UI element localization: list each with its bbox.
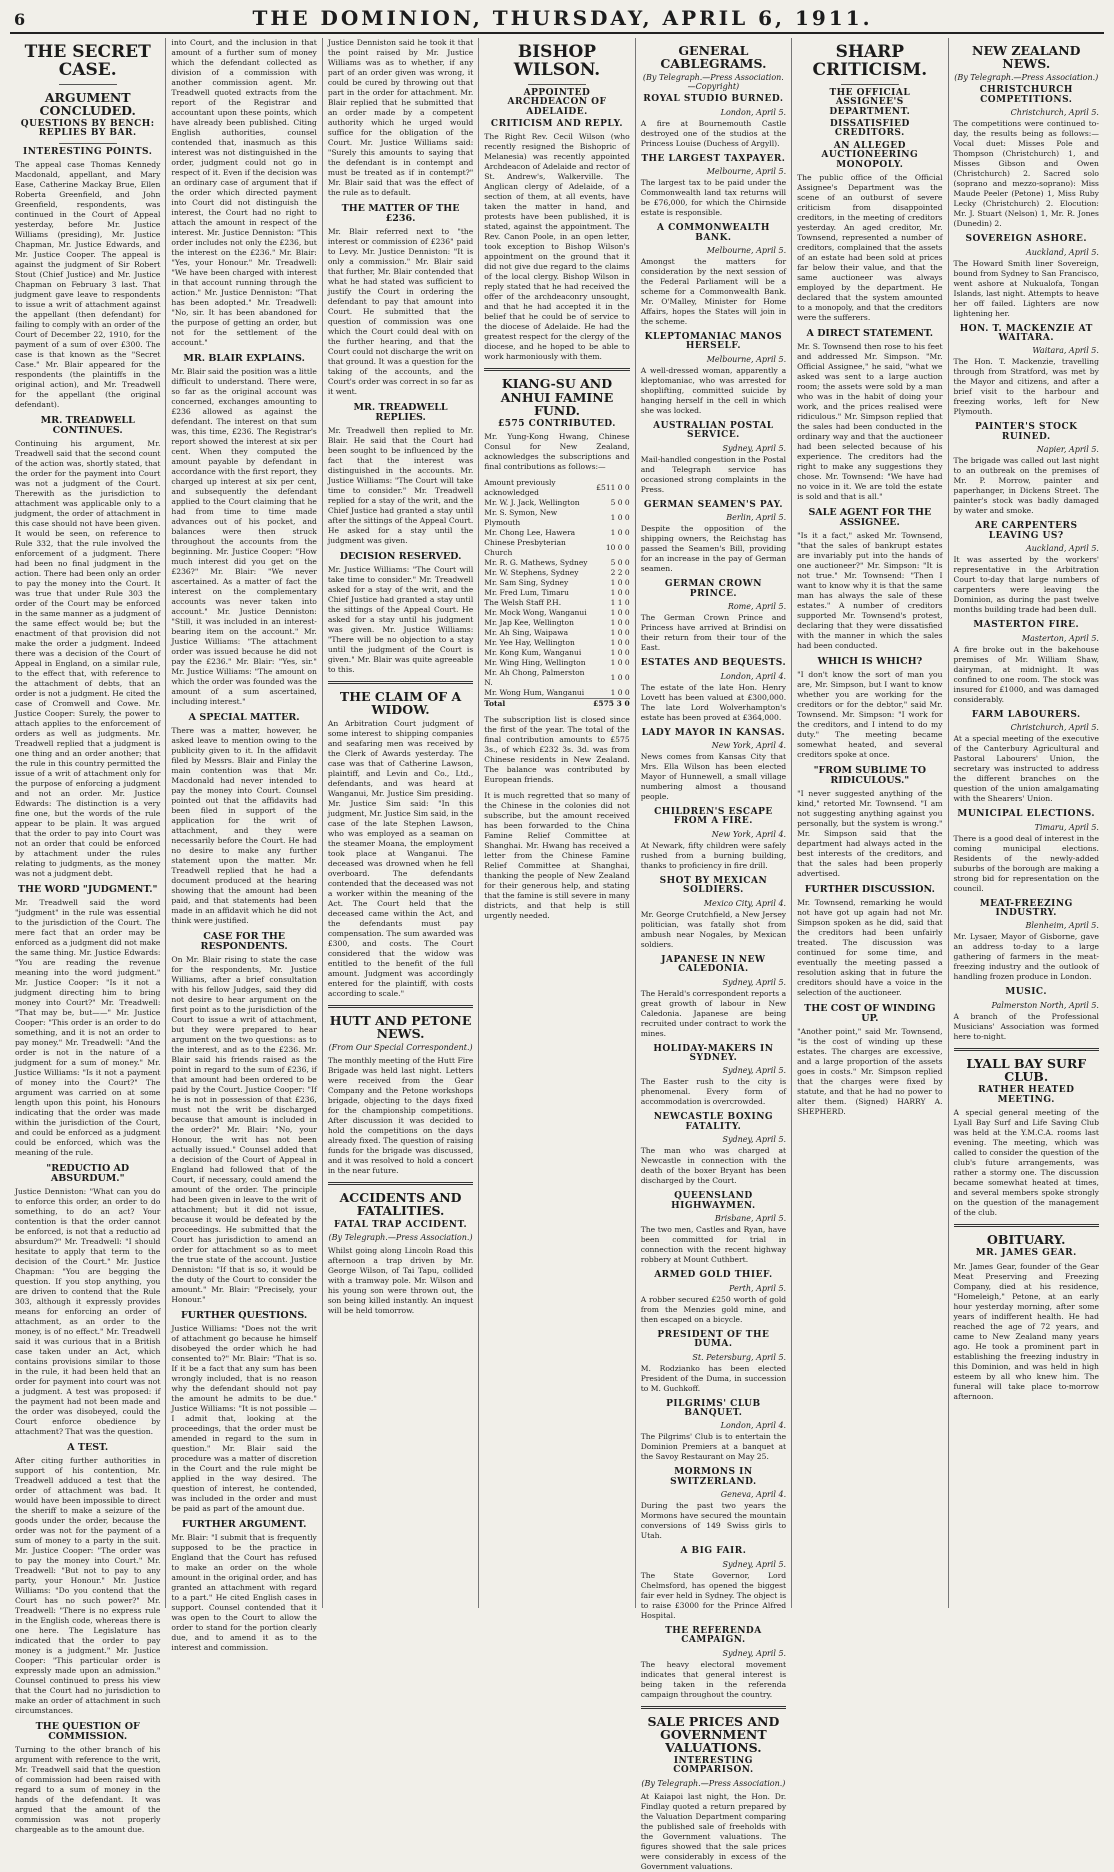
headline-sharp-criticism: SHARP CRITICISM. (812, 42, 928, 80)
news-item-dateline: Melbourne, April 5. (706, 354, 787, 364)
deck: INTERESTING POINTS. (23, 146, 153, 157)
article-paragraph: Mr. Blair said the position was a little difficult to understand. There were, so far as the original account was concerned, exchanges amounting to £236 allowed as against the defendant. The interest on that sum was, this time, £236. The Registrar's report showed the interest at six per cent. When they computed the amount payable by defendant in accordance with the first report, they charged up interest at six per cent, and subsequently the defendant applied to the Court claiming that he had from time to time made advances out of his pocket, and balances were then struck throughout the accounts from the beginning. Mr. Justice Cooper: "How much interest did you get on the £236?" Mr. Blair: "We never ascertained. As a matter of fact the interest on the complementary accounts was never taken into account." Mr. Justice Denniston: "Still, it was included in an interest-bearing item on the account." Mr. Justice Williams: "The attachment order was issued because he did not pay the £236." Mr. Blair: "Yes, sir." Mr. Justice Williams: "The amount on which the order was founded was the amount of a sum ascertained, including interest." (171, 366, 317, 706)
article-paragraph: "Is it a fact," asked Mr. Townsend, "that the sales of bankrupt estates are invariably put into the hands of one auctioneer?" Mr. Simpson: "It is not true." Mr. Townsend: "Then I want to know why it is that the same man has always the sale of these estates." A number of creditors supported Mr. Townsend's protest, declaring that they were dissatisfied with the manner in which the sales had been conducted. (797, 531, 943, 651)
news-item-dateline: Sydney, April 5. (722, 977, 787, 987)
subscriber-name: Mr. Ah Sing, Waipawa (484, 628, 569, 638)
divider (328, 1182, 473, 1185)
section-heading: WHICH IS WHICH? (817, 656, 923, 668)
article-paragraph: Mr. S. Townsend then rose to his feet and addressed Mr. Simpson. "Mr. Official Assignee," he said, "what we asked was sent to a large auction room; the assets were sold by a man who was in the habit of doing your work, and the prices realised were ridiculous." Mr. Simpson replied that the sales had been conducted in the ordinary way and that the auctioneer had been selected because of his experience. The creditors had the right to make any suggestions they chose. Mr. Townsend: "We have had no voice in it. We are told the estate is sold and that is all." (797, 342, 943, 502)
subscription-row (484, 528, 629, 538)
subscription-row (484, 598, 629, 608)
subscription-row (484, 658, 629, 668)
news-item-text: The Herald's correspondent reports a great growth of labour in New Caledonia. Japanese are being recruited under contract to work the mines. (640, 988, 787, 1038)
subscription-amount: 1 0 0 (610, 513, 630, 523)
headline-hutt-petone: HUTT AND PETONE NEWS. (329, 1013, 472, 1042)
section-heading: FURTHER QUESTIONS. (181, 1309, 308, 1321)
subscription-row (484, 648, 629, 658)
news-item-title: MORMONS IN SWITZERLAND. (670, 1467, 757, 1487)
subscriber-name: Mr. Ah Chong, Palmerston N. (484, 668, 585, 688)
news-item-dateline: Palmerston North, April 5. (991, 1000, 1099, 1010)
news-item-text: The Pilgrims' Club is to entertain the Dominion Premiers at a banquet at the Savoy Restaurant on May 25. (640, 1432, 787, 1462)
subscriber-name: Mr. Kong Kum, Wanganui (484, 648, 582, 658)
subscription-total-row (484, 699, 629, 710)
news-item-dateline: Christchurch, April 5. (1010, 108, 1099, 118)
news-item-title: HOLIDAY-MAKERS IN SYDNEY. (653, 1043, 774, 1063)
news-item-text: It was asserted by the workers' representative in the Arbitration Court to-day that large numbers of carpenters were leaving the Dominion, as during the past twelve months building trade had been dull. (953, 555, 1099, 615)
news-item-dateline: Berlin, April 5. (726, 513, 787, 523)
subscription-amount: 1 0 0 (610, 608, 630, 618)
news-item-title: A COMMONWEALTH BANK. (656, 223, 770, 243)
subscription-amount: 1 0 0 (610, 673, 630, 683)
article-paragraph: The public office of the Official Assignee's Department was the scene of an outburst of severe criticism from disappointed creditors, in the meeting of creditors yesterday. An aged creditor, Mr. Townsend, represented a number of creditors, complained that the assets of an estate had been sold at prices far below their value, and that the same auctioneer was always employed by the department. He declared that the system amounted to a monopoly, and that the creditors were the sufferers. (797, 173, 943, 323)
column-7 (949, 38, 1104, 1608)
article-paragraph: There was a matter, however, he asked leave to mention owing to the publicity given to it. In the affidavit filed by Messrs. Blair and Finlay the main contention was that Mr. Macdonald had never intended to pay the money into Court. Counsel pointed out that the affidavits had been filed in support of the application for the writ of attachment, and they were necessarily before the Court. He had no desire to make any further statement upon the matter. Mr. Treadwell replied that he had a document produced at the hearing showing that the amount had been paid, and that statements had been made in an affidavit which he did not think were justified. (171, 725, 317, 925)
deck: INTERESTING COMPARISON. (673, 1755, 754, 1776)
news-item-dateline: Napier, April 5. (1036, 445, 1099, 455)
section-heading: A TEST. (67, 1442, 109, 1454)
news-item-dateline: St. Petersburg, April 5. (692, 1352, 787, 1362)
news-item-title: ROYAL STUDIO BURNED. (643, 94, 784, 105)
subscription-amount: 1 0 0 (610, 528, 630, 538)
deck: MR. JAMES GEAR. (975, 1248, 1077, 1259)
news-item-text: The estate of the late Hon. Henry Lovett has been valued at £300,000. The late Lord Wolverhampton's estate has been proved at £364,000. (640, 682, 787, 722)
headline-accidents: ACCIDENTS AND FATALITIES. (339, 1190, 462, 1219)
news-item-dateline: Perth, April 5. (729, 1283, 787, 1293)
subscription-row (484, 618, 629, 628)
divider (59, 143, 117, 144)
article-paragraph: The Right Rev. Cecil Wilson (who recently resigned the Bishopric of Melanesia) was recently appointed Archdeacon of Adelaide and rector of St. Andrew's, Walkerville. The Anglican clergy of Adelaide, of a section of them, at all events, have taken the matter in hand, and protests have been published, it is stated, against the appointment. The Rev. Canon Poole, in an open letter, took exception to Bishop Wilson's appointment on the ground that it did not give due regard to the claims of the local clergy. Bishop Wilson in reply stated that he had received the offer of the archdeaconry unsought, and that he had accepted it in the belief that he could be of service to the diocese of Adelaide. He had the greatest respect for the clergy of the diocese, and he hoped to be able to work harmoniously with them. (484, 132, 630, 362)
news-item-text: At Newark, fifty children were safely rushed from a burning building, thanks to proficiency in fire drill. (640, 840, 787, 870)
divider (484, 368, 629, 371)
news-item-dateline: Sydney, April 5. (722, 443, 787, 453)
news-item-dateline: New York, April 4. (711, 829, 787, 839)
divider (328, 1005, 473, 1008)
section-heading: DECISION RESERVED. (339, 550, 462, 562)
article-paragraph: The appeal case Thomas Kennedy Macdonald, appellant, and Mary Ease, Catherine Mackay Brue, Ellen Roberta Greenfield, and John Greenfield, respondents, was continued in the Court of Appeal yesterday, before Mr. Justice Williams (presiding), Mr. Justice Chapman, Mr. Justice Edwards, and Mr. Justice Cooper. The appeal is against the judgment of Sir Robert Stout (Chief Justice) and Mr. Justice Chapman on February 3 last. That judgment gave leave to respondents to issue a writ of attachment against the appellant (then defendant) for failing to comply with an order of the Court of December 22, 1910, for the payment of a sum of over £300. The case is that known as the "Secret Case." Mr. Blair appeared for the respondents (the plaintiffs in the original action), and Mr. Treadwell for the appellant (the original defendant). (15, 160, 161, 410)
news-item-dateline: Sydney, April 5. (722, 1559, 787, 1569)
deck: AN ALLEGED AUCTIONEERING MONOPOLY. (821, 140, 919, 170)
subscriber-name: Mr. Mock Wong, Wanganui (484, 608, 587, 618)
news-item-text: The Easter rush to the city is phenomenal. Every form of accommodation is overcrowded. (640, 1077, 787, 1107)
news-item-text: A branch of the Professional Musicians' Association was formed here to-night. (953, 1011, 1099, 1041)
news-item-text: A well-dressed woman, apparently a kleptomaniac, who was arrested for shoplifting, committed suicide by hanging herself in the cell in which she was locked. (640, 365, 787, 415)
columns (10, 38, 1104, 1871)
news-item-title: THE LARGEST TAXPAYER. (641, 153, 786, 164)
news-item-text: The heavy electoral movement indicates that general interest is being taken in the referenda campaign throughout the country. (640, 1659, 787, 1699)
section-heading: THE WORD "JUDGMENT." (17, 884, 158, 896)
subscription-row (484, 668, 629, 688)
article-paragraph: Mr. Townsend, remarking he would not have got up again had not Mr. Simpson spoken as he did, said that the creditors had been unfairly treated. The discussion was continued for some time, and eventually the meeting passed a resolution asking that in future the creditors should have a voice in the selection of the auctioneer. (797, 897, 943, 997)
article-paragraph: Mr. Treadwell said the word "judgment" in the rule was essential to the jurisdiction of the Court. The mere fact that an order may be enforced as a judgment did not make the same thing. Mr. Justice Edwards: "You are reading the revenue meaning into the word judgment." Mr. Justice Cooper: "Is it not a judgment directing him to bring money into Court?" Mr. Treadwell: "That may be, but——" Mr. Justice Cooper: "This order is an order to do something, and it is not an order to pay money." Mr. Treadwell: "And the order is not in the nature of a judgment for a sum of money." Mr. Justice Williams: "Is it not a payment of money into the Court?" The argument was carried on at some length upon this point, his Honours indicating that the order was made within the jurisdiction of the Court, and could be enforced as a judgment could be enforced, which was the meaning of the rule. (15, 898, 161, 1158)
news-item-title: GERMAN CROWN PRINCE. (664, 579, 762, 599)
subscriber-name: The Welsh Staff P.H. (484, 598, 562, 608)
news-item-title: KLEPTOMANIAC MANOS HERSELF. (644, 332, 783, 352)
nz-news-list (954, 86, 1099, 1042)
news-item-title: ESTATES AND BEQUESTS. (640, 658, 787, 669)
page-number: 6 (14, 10, 26, 29)
subscriber-name: Mr. Wong Hum, Wanganui (484, 688, 585, 698)
section-heading: FURTHER ARGUMENT. (181, 1518, 307, 1530)
divider (59, 84, 117, 85)
news-item-title: JAPANESE IN NEW CALEDONIA. (661, 954, 766, 975)
news-item-title: A BIG FAIR. (680, 1546, 747, 1557)
subscription-amount: 5 0 0 (610, 558, 630, 568)
news-item-title: MUNICIPAL ELECTIONS. (957, 809, 1096, 820)
byline: (By Telegraph.—Press Association.—Copyright) (642, 73, 784, 92)
subscription-row (484, 508, 629, 528)
news-item-dateline: Christchurch, April 5. (1010, 723, 1099, 733)
news-item-title: NEWCASTLE BOXING FATALITY. (653, 1112, 774, 1132)
news-item-text: A fire at Bournemouth Castle destroyed one of the studios at the Princess Louise (Duchess of Argyll). (640, 118, 787, 148)
subscriber-name: Amount previously acknowledged (484, 478, 556, 498)
subscription-row (484, 628, 629, 638)
deck: DISSATISFIED CREDITORS. (829, 119, 910, 139)
headline-obituary: OBITUARY. (986, 1231, 1066, 1247)
subscription-amount: 2 2 0 (610, 568, 630, 578)
news-item-dateline: Waitara, April 5. (1032, 346, 1099, 356)
byline: (By Telegraph.—Press Association.) (641, 1778, 786, 1788)
news-item-text: The two men, Castles and Ryan, have been committed for trial in connection with the recent highway robbery at Mount Cuthbert. (640, 1225, 787, 1265)
byline: (From Our Special Correspondent.) (328, 1043, 473, 1053)
headline-widow-claim: THE CLAIM OF A WIDOW. (339, 688, 462, 717)
column-6 (792, 38, 948, 1608)
article-paragraph: On Mr. Blair rising to state the case for the respondents, Mr. Justice Williams, after a brief consultation with his fellow Judges, said they did not desire to hear argument on the first point as to the jurisdiction of the Court to issue a writ of attachment, but they were prepared to hear argument on the two questions: as to the interest, and as to the £236. Mr. Blair said his friends raised as the point in regard to the sum of £236, if that amount had been ordered to be paid by the Court. Justice Cooper: "If he is not in possession of that £236, must not the writ be discharged because that amount is included in the order?" Mr. Blair: "No, your Honour, the writ has not been actually issued." Counsel added that a decision of the Court of Appeal in England had followed that of the Court, if necessary, could amend the amount of the order. The principle had been given in leave to the writ of attachment; but it did not issue, because it would be defeated by the proceedings. He submitted that the Court has jurisdiction to amend an order for attachment so as to meet the true state of the account. Justice Denniston: "If that is so, it would be the duty of the Court to consider the amount." Mr. Blair: "Precisely, your Honour." (171, 954, 317, 1304)
article-paragraph: Justice Williams: "Does not the writ of attachment go because he himself disobeyed the order which he had consented to?" Mr. Blair: "That is so. If it be a fact that any sum has been wrongly included, that is no reason why the defendant should not pay the amount he admits to be due." Justice Williams: "It is not possible — I admit that, looking at the proceedings, that the order must be amended in regard to the sum in question." Mr. Blair said the procedure was a matter of discretion in the Court and the rule might be applied in the way desired. The question of interest, he contended, was included in the order and must be paid as part of the amount due. (171, 1323, 317, 1513)
divider (841, 84, 899, 85)
news-item-dateline: Melbourne, April 5. (706, 246, 787, 255)
section-heading: A DIRECT STATEMENT. (806, 328, 934, 340)
subscriber-name: Mr. Fred Lum, Timaru (484, 588, 569, 598)
article-paragraph: Mr. Yung-Kong Hwang, Chinese Consul for New Zealand, acknowledges the subscriptions and final contributions as follows:— (484, 432, 630, 472)
headline-bishop-wilson: BISHOP WILSON. (513, 42, 601, 80)
subscriber-name: Mr. W. Stephens, Sydney (484, 568, 579, 578)
article-paragraph: At Kaiapoi last night, the Hon. Dr. Findlay quoted a return prepared by the Valuation Department comparing the published sale of freeholds with the Government valuations. The figures showed that the sale prices were considerably in excess of the Government valuations. (640, 1791, 787, 1871)
subscription-amount: 1 0 0 (610, 588, 630, 598)
news-item-text: Mr. Lysaer, Mayor of Gisborne, gave an address to-day to a large gathering of farmers in the meat-freezing industry and the outlook of handling frozen produce in London. (953, 932, 1099, 982)
news-item-text: At a special meeting of the executive of the Canterbury Agricultural and Pastoral Labourers' Union, the secretary was instructed to address the different branches on the question of the union amalgamating with the Shearers' Union. (953, 734, 1099, 804)
news-item-text: The State Governor, Lord Chelmsford, has opened the biggest fair ever held in Sydney. The object is to raise £3000 for the Prince Alfred Hospital. (640, 1570, 787, 1620)
news-item-text: The Howard Smith liner Sovereign, bound from Sydney to San Francisco, went ashore at Nukualofa, Tongan Islands, last night. Attempts to heave her off failed. Lighters are now lightening her. (953, 258, 1099, 318)
news-item-title: CHRISTCHURCH COMPETITIONS. (979, 85, 1073, 105)
deck: £575 CONTRIBUTED. (498, 418, 616, 429)
divider (954, 1048, 1099, 1051)
article-paragraph: Mr. Justice Williams: "The Court will take time to consider." Mr. Treadwell asked for a stay of the writ, and the Chief Justice had granted a stay until the sittings of the Appeal Court. He asked for a stay until his judgment was given. Mr. Justice Williams: "There will be no objection to a stay until the judgment of the Court is given." Mr. Blair was quite agreeable to this. (327, 564, 474, 674)
news-item-title: LADY MAYOR IN KANSAS. (641, 727, 786, 738)
news-item-dateline: Sydney, April 5. (722, 1135, 787, 1145)
news-item-title: ARMED GOLD THIEF. (654, 1270, 773, 1281)
subscription-row (484, 498, 629, 508)
news-item-dateline: London, April 4. (720, 1421, 787, 1431)
total-amount: £575 3 0 (593, 699, 630, 709)
news-item-dateline: Timaru, April 5. (1034, 822, 1099, 832)
deck: QUESTIONS BY BENCH: REPLIES BY BAR. (20, 118, 155, 139)
subscription-amount: 1 0 0 (610, 648, 630, 658)
deck: CRITICISM AND REPLY. (490, 119, 624, 129)
subscription-row (484, 578, 629, 588)
news-item-dateline: Blenheim, April 5. (1025, 921, 1099, 931)
total-label: Total (484, 699, 593, 710)
news-item-text: A robber secured £250 worth of gold from the Menzies gold mine, and then escaped on a bicycle. (640, 1294, 787, 1324)
section-heading: SALE AGENT FOR THE ASSIGNEE. (808, 507, 932, 529)
article-paragraph: An Arbitration Court judgment of some interest to shipping companies and seafaring men was received by the Clerk of Awards yesterday. The case was that of Catherine Lawson, plaintiff, and Levin and Co., Ltd., defendants, and was heard at Wanganui, Mr. Justice Sim presiding. Mr. Justice Sim said: "In this judgment, Mr. Justice Sim said, in the case of the late Stephen Lawson, who was employed as a seaman on the steamer Moana, the employment took place at Wanganui. The deceased was drowned when he fell overboard. The defendants contended that the deceased was not a worker within the meaning of the Act. The Court held that the deceased came within the Act, and the defendants must pay compensation. The sum awarded was £300, and costs. The Court considered that the widow was entitled to the benefit of the full amount. Judgment was accordingly entered for the plaintiff, with costs according to scale." (327, 719, 474, 999)
subscription-row (484, 558, 629, 568)
subscription-row (484, 688, 629, 699)
article-paragraph: Continuing his argument, Mr. Treadwell said that the second count of the action was, shortly stated, that the order for the payment into Court was not a judgment of the Court. Therewith as the jurisdiction to attachment was applicable only to a judgment, the order of attachment in this case should not have been given. It would be seen, on reference to Rule 332, that the rule involved the enforcement of a judgment. There had been no final judgment in the action. There had been only an order to pay the money into the Court. It was true that under Rule 303 the order of the Court may be enforced in the same manner as a judgment of the same effect would be; but the enactment of that provision did not make the order a judgment. Indeed there was a decision of the Court of Appeal in England, on a similar rule, to the effect that, with reference to the attachment of debts, that an order is not a judgment. He cited the case of Cromwell and Cowe. Mr. Justice Cooper: Surely, the power to attach applies to the enforcement of orders as well as judgments. Mr. Treadwell replied that a judgment is one thing and an order another; that the rule in this country permitted the issue of a writ of attachment only for the purpose of enforcing a judgment and not an order. Mr. Justice Edwards: The distinction is a very fine one, but the words of the rule appear to be plain. It was argued that the order to pay into Court was not an order that could be enforced by attachment under the rules relating to judgments, as the money was not a judgment debt. (15, 439, 161, 879)
news-item-title: HON. T. MACKENZIE AT WAITARA. (959, 323, 1093, 343)
article-paragraph: Mr. Blair referred next to "the interest or commission of £236" paid to Levy. Mr. Justice Denniston: "It is only a commission." Mr. Blair said that further, Mr. Blair contended that what he had stated was sufficient to justify the Court in ordering the defendant to pay that amount into Court. He submitted that the question of commission was one which the Court could deal with on the further hearing, and that the Court could not discharge the writ on that ground. It was a question for the taking of the accounts, and the Court's order was correct in so far as it went. (327, 226, 474, 396)
news-item-dateline: Geneva, April 4. (720, 1490, 787, 1500)
news-item-text: The brigade was called out last night to an outbreak on the premises of Mr. P. Morrow, painter and paperhanger, in Dickens Street. The painter's stock was badly damaged by water and smoke. (953, 456, 1099, 516)
news-item-dateline: Rome, April 5. (727, 602, 787, 612)
section-heading: THE COST OF WINDING UP. (804, 1002, 936, 1024)
news-item-dateline: Sydney, April 5. (722, 1066, 787, 1076)
news-item-text: The Hon. T. Mackenzie, travelling through from Stratford, was met by the Mayor and citizens, and after a brief visit to the harbour and freezing works, left for New Plymouth. (953, 357, 1099, 417)
newspaper-title: THE DOMINION, THURSDAY, APRIL 6, 1911. (252, 6, 873, 30)
article-paragraph: After citing further authorities in support of his contention, Mr. Treadwell adduced a test that the order of attachment was bad. It would have been impossible to direct the sheriff to make a seizure of the goods under the order, because the order was not for the payment of a sum of money to a party in the suit. Mr. Justice Cooper: "The order was to pay the money into Court." Mr. Treadwell: "But not to pay to any party, your Honour." Mr. Justice Williams: "Do you contend that the Court has no such power?" Mr. Treadwell: "There is no express rule in the English code, whereas there is one here. The Legislature has indicated that the order to pay money is a judgment." Mr. Justice Cooper: "This particular order is expressly made upon an admission." Counsel continued to press his view that the Court had no jurisdiction to make an order of attachment in such circumstances. (15, 1456, 161, 1716)
news-item-text: Mr. George Crutchfield, a New Jersey politician, was fatally shot from ambush near Nogales, by Mexican soldiers. (640, 909, 787, 949)
subscriber-name: Chinese Presbyterian Church (484, 538, 566, 558)
article-paragraph: Justice Denniston: "What can you do to enforce this order, an order to do something, to do an act? Your contention is that the order cannot be enforced, is not that a reductio ad absurdum?" Mr. Treadwell: "I should hesitate to apply that term to the decision of the Court." Mr. Justice Chapman: "You are begging the question. If you stop anything, you are driven to contend that the Rule 303, although it expressly provides means for enforcing an order of attachment, as an order to the money, is of no effect." Mr. Treadwell said it was curious that in a British case taken under an Act, which contains provisions similar to those in the rule, it had been held that an order for payment into court was not a judgment. A test was proposed: if the payment had not been made and the order was disobeyed, could the Court enforce obedience by attachment? That was the question. (15, 1187, 161, 1437)
headline-nz-news: NEW ZEALAND NEWS. (972, 43, 1081, 72)
section-heading: THE QUESTION OF COMMISSION. (35, 1721, 140, 1743)
news-item-title: MEAT-FREEZING INDUSTRY. (979, 898, 1073, 918)
divider (528, 84, 586, 85)
byline: (By Telegraph.—Press Association.) (954, 73, 1099, 83)
deck: APPOINTED ARCHDEACON OF ADELAIDE. (507, 87, 607, 117)
news-item-title: AUSTRALIAN POSTAL SERVICE. (653, 420, 774, 441)
column-1 (10, 38, 166, 1834)
article-paragraph: A special general meeting of the Lyall Bay Surf and Life Saving Club was held at the Y.M.C.A. rooms last evening. The meeting, which was called to consider the question of the club's future arrangements, was rather a stormy one. The discussion became somewhat heated at times, and several members spoke strongly on the question of the management of the club. (953, 1107, 1099, 1217)
news-item-title: MASTERTON FIRE. (973, 620, 1080, 631)
column-4 (479, 38, 635, 1608)
subscriber-name: Mr. Sam Sing, Sydney (484, 578, 569, 588)
news-item-title: SHOT BY MEXICAN SOLDIERS. (659, 875, 768, 896)
news-item-title: FARM LABOURERS. (971, 709, 1081, 720)
news-item-title: SOVEREIGN ASHORE. (965, 234, 1087, 245)
news-item-title: PAINTER'S STOCK RUINED. (975, 422, 1078, 442)
section-heading: FURTHER DISCUSSION. (804, 884, 935, 895)
news-item-dateline: Masterton, April 5. (1021, 633, 1099, 643)
news-item-title: THE REFERENDA CAMPAIGN. (665, 1625, 762, 1646)
subscription-amount: 1 0 0 (610, 628, 630, 638)
news-item-title: ARE CARPENTERS LEAVING US? (975, 521, 1078, 541)
news-item-text: Amongst the matters for consideration by the next session of the Federal Parliament will be a scheme for a Commonwealth Bank. Mr. O'Malley, Minister for Home Affairs, hopes the States will join in the scheme. (640, 257, 787, 326)
column-3 (323, 38, 479, 1608)
section-heading: CASE FOR THE RESPONDENTS. (200, 930, 288, 952)
news-item-dateline: Melbourne, April 5. (706, 167, 787, 177)
subscription-row (484, 608, 629, 618)
subscriber-name: Mr. Chong Lee, Hawera (484, 528, 576, 538)
subscription-row (484, 568, 629, 578)
subscription-row (484, 538, 629, 558)
subscription-row (484, 478, 629, 498)
headline-cablegrams: GENERAL CABLEGRAMS. (660, 43, 767, 72)
subscription-amount: 1 0 0 (610, 618, 630, 628)
subscription-amount: 10 0 0 (605, 543, 630, 553)
article-paragraph: "Another point," said Mr. Townsend, "is the cost of winding up these estates. The charges are excessive, and a large proportion of the assets goes in costs." Mr. Simpson replied that the charges were fixed by statute, and that he had no power to alter them. (Signed) HARRY A. SHEPHERD. (797, 1026, 943, 1116)
subscription-list (484, 478, 629, 709)
subscriber-name: Mr. Jap Kee, Wellington (484, 618, 574, 628)
news-item-text: News comes from Kansas City that Mrs. Ella Wilson has been elected Mayor of Hunnewell, a small village numbering almost a thousand people. (640, 751, 787, 801)
subscriber-name: Mr. R. G. Mathews, Sydney (484, 558, 588, 568)
subscription-amount: £511 0 0 (596, 483, 630, 493)
subscription-row (484, 638, 629, 648)
article-paragraph: It is much regretted that so many of the Chinese in the colonies did not subscribe, but the amount received has been forwarded to the China Famine Relief Committee at Shanghai. Mr. Hwang has received a letter from the Chinese Famine Relief Committee at Shanghai, thanking the people of New Zealand for their generous help, and stating that the famine is still severe in many districts, and that help is still urgently needed. (484, 791, 630, 921)
column-2 (166, 38, 322, 1652)
subscription-amount: 1 0 0 (610, 688, 630, 698)
news-item-title: PILGRIMS' CLUB BANQUET. (666, 1398, 761, 1418)
article-paragraph: Justice Denniston said he took it that the point raised by Mr. Justice Williams was as to whether, if any part of an order given was wrong, it could be cured by throwing out that part in the order for attachment. Mr. Blair replied that he submitted that an order made by a competent authority which he urged would suffice for the obligation of the Court. Mr. Justice Williams said: "Surely this amounts to saying that the defendant is in contempt and must be treated as if in contempt?" Mr. Blair said that was the effect of the rule as to default. (327, 38, 474, 197)
news-item-dateline: Auckland, April 5. (1025, 544, 1099, 554)
headline-lyall-bay: LYALL BAY SURF CLUB. (966, 1055, 1087, 1084)
article-paragraph: The subscription list is closed since the first of the year. The total of the final contribution amounts to £575 3s., of which £232 3s. 3d. was from Chinese residents in New Zealand. The balance was contributed by European friends. (484, 715, 630, 785)
subscription-amount: 1 0 0 (610, 638, 630, 648)
subscription-amount: 1 0 0 (610, 658, 630, 668)
section-heading: MR. TREADWELL REPLIES. (353, 401, 448, 423)
news-item-title: CHILDREN'S ESCAPE FROM A FIRE. (654, 806, 773, 827)
news-item-title: MUSIC. (1005, 987, 1048, 998)
news-item-dateline: London, April 4. (720, 671, 787, 681)
article-paragraph: The monthly meeting of the Hutt Fire Brigade was held last night. Letters were received from the Gear Company and the Petone workshops brigade, objecting to the days fixed for the championship competitions. After discussion it was decided to hold the competitions on the days already fixed. The question of raising funds for the brigade was discussed, and it was resolved to hold a concert in the near future. (327, 1056, 474, 1176)
news-item-text: There is a good deal of interest in the coming municipal elections. Residents of the newly-added suburbs of the borough are making a strong bid for representation on the council. (953, 833, 1099, 893)
news-item-dateline: London, April 5. (720, 107, 787, 117)
news-item-dateline: Auckland, April 5. (1025, 247, 1099, 257)
news-item-text: Mail-handled congestion in the Postal and Telegraph service has occasioned strong complaints in the Press. (640, 454, 787, 494)
section-heading: THE MATTER OF THE £236. (341, 203, 460, 224)
news-item-dateline: Mexico City, April 4. (703, 898, 787, 908)
divider (641, 1706, 786, 1709)
section-heading: "REDUCTIO AD ABSURDUM." (46, 1163, 130, 1185)
news-item-text: The competitions were continued to-day, the results being as follows:—Vocal duet: Misses Pole and Thompson (Christchurch) 1, and Misses Gibson and Owen (Christchurch) 2. Sacred solo (soprano and mezzo-soprano): Miss Maude Peeler (Petone) 1, Miss Ruby Lecky (Christchurch) 2. Elocution: Mr. J. Stuart (Nelson) 1, Mr. R. Jones (Dunedin) 2. (953, 119, 1099, 229)
subscriber-name: Mr. Yee Hay, Wellington (484, 638, 575, 648)
byline: (By Telegraph.—Press Association.) (328, 1233, 473, 1243)
section-heading: "FROM SUBLIME TO RIDICULOUS." (813, 765, 927, 787)
news-item-text: Despite the opposition of the shipping owners, the Reichstag has passed the Seamen's Bill, providing for an increase in the pay of German seamen. (640, 524, 787, 574)
article-paragraph: "I don't know the sort of man you are, Mr. Simpson, but I want to know whether you are working for the creditors or for the debtor," said Mr. Townsend. Mr. Simpson: "I work for the creditors, and I intend to do my duty." The meeting became somewhat heated, and several creditors spoke at once. (797, 670, 943, 760)
article-paragraph: Mr. James Gear, founder of the Gear Meat Preserving and Freezing Company, died at his residence, "Homeleigh," Petone, at an early hour yesterday morning, after some years of indifferent health. He had reached the age of 72 years, and came to New Zealand many years ago. He took a prominent part in establishing the freezing industry in this Dominion, and was held in high esteem by all who knew him. The funeral will take place to-morrow afternoon. (953, 1261, 1099, 1401)
news-item-dateline: Sydney, April 5. (722, 1648, 787, 1658)
news-item-title: GERMAN SEAMEN'S PAY. (643, 499, 783, 510)
headline-famine-fund: KIANG-SU AND ANHUI FAMINE FUND. (500, 376, 614, 418)
masthead (10, 6, 1104, 34)
news-item-text: During the past two years the Mormons have secured the mountain conversions of 149 Swiss girls to Utah. (640, 1501, 787, 1541)
subscription-amount: 5 0 0 (610, 498, 630, 508)
article-paragraph: Turning to the other branch of his argument with reference to the writ, Mr. Treadwell said that the question of commission had been raised with regard to a sum of money in the hands of the defendant. It was argued that the amount of the commission was not properly chargeable as to the amount due. (15, 1745, 161, 1834)
article-paragraph: Whilst going along Lincoln Road this afternoon a trap driven by Mr. George Wilson, of Tai Tapu, collided with a tramway pole. Mr. Wilson and his young son were thrown out, the son being killed instantly. An inquest will be held tomorrow. (327, 1246, 474, 1316)
news-item-text: A fire broke out in the bakehouse premises of Mr. William Shaw, dairyman, at midnight. It was confined to one room. The stock was insured for £1000, and was damaged considerably. (953, 644, 1099, 704)
news-item-title: QUEENSLAND HIGHWAYMEN. (671, 1191, 756, 1211)
divider (328, 681, 473, 684)
cable-list (641, 95, 786, 1699)
news-item-text: M. Rodzianko has been elected President of the Duma, in succession to M. Guchkoff. (640, 1363, 787, 1393)
article-paragraph: into Court, and the inclusion in that amount of a further sum of money which the defendant collected as division of a commission with another commission agent. Mr. Treadwell quoted extracts from the report of the Registrar and accountant upon these points, which have already been published. Citing English authorities, counsel contended that, inasmuch as this interest was not distinguished in the order, judgment could not go in respect of it. Even if the decision was an ordinary case of argument that if the order which directed payment into Court did not distinguish the interest, the Court had no right to attach the amount in respect of the interest. Mr. Justice Denniston: "This order includes not only the £236, but the interest on the £236." Mr. Blair: "Yes, your Honour." Mr. Treadwell: "We have been charged with interest in that account running through the action." Mr. Justice Denniston: "That has been adopted." Mr. Treadwell: "No, sir. It has been abandoned for the purpose of getting an order, but not for the settlement of the account." (171, 38, 317, 347)
column-5 (636, 38, 792, 1871)
news-item-text: The man who was charged at Newcastle in connection with the death of the boxer Bryant has been discharged by the Court. (640, 1146, 787, 1186)
subscriber-name: Mr. W. J. Jack, Wellington (484, 498, 580, 508)
article-paragraph: "I never suggested anything of the kind," retorted Mr. Townsend. "I am not suggesting anything against you personally, but the system is wrong." Mr. Simpson said that the department had always acted in the best interests of the creditors, and that the sales had been properly advertised. (797, 789, 943, 878)
section-heading: A SPECIAL MATTER. (188, 711, 300, 723)
section-heading: MR. TREADWELL CONTINUES. (40, 415, 135, 437)
subscription-amount: 1 1 0 (610, 598, 630, 608)
section-heading: MR. BLAIR EXPLAINS. (183, 353, 305, 364)
news-item-dateline: New York, April 4. (711, 740, 787, 750)
deck: RATHER HEATED MEETING. (978, 1085, 1075, 1105)
headline-secret-case: THE SECRET CASE. (24, 42, 151, 80)
divider (954, 1224, 1099, 1227)
deck: FATAL TRAP ACCIDENT. (333, 1219, 468, 1230)
article-paragraph: Mr. Blair: "I submit that is frequently supposed to be the practice in England that the Court has refused to make an order on the whole amount in the original order, and has granted an attachment with regard to a part." He cited English cases in support. Counsel contended that it was open to the Court to allow the order to stand for the portion clearly due, and to amend it as to the interest and commission. (171, 1532, 317, 1652)
subscription-row (484, 588, 629, 598)
subscription-amount: 1 0 0 (610, 578, 630, 588)
news-item-title: PRESIDENT OF THE DUMA. (657, 1329, 770, 1350)
subscriber-name: Mr. Wing Hing, Wellington (484, 658, 586, 668)
deck: THE OFFICIAL ASSIGNEE'S DEPARTMENT. (829, 87, 911, 117)
article-paragraph: Mr. Treadwell then replied to Mr. Blair. He said that the Court had been sought to be influenced by the fact that the interest was distinguished in the accounts. Mr. Justice Williams: "The Court will take time to consider." Mr. Treadwell replied for a stay of the writ, and the Chief Justice had granted a stay until after the sittings of the Appeal Court. He asked for a stay until the judgment was given. (327, 425, 474, 545)
headline-sale-prices: SALE PRICES AND GOVERNMENT VALUATIONS. (647, 1713, 780, 1755)
subscriber-name: Mr. S. Symon, New Plymouth (484, 508, 558, 528)
subheadline: ARGUMENT CONCLUDED. (39, 89, 136, 118)
news-item-text: The largest tax to be paid under the Commonwealth land tax returns will be £76,000, for which the Chirnside estate is responsible. (640, 178, 787, 218)
news-item-text: The German Crown Prince and Princess have arrived at Brindisi on their return from their tour of the East. (640, 613, 787, 653)
news-item-dateline: Brisbane, April 5. (714, 1214, 787, 1224)
